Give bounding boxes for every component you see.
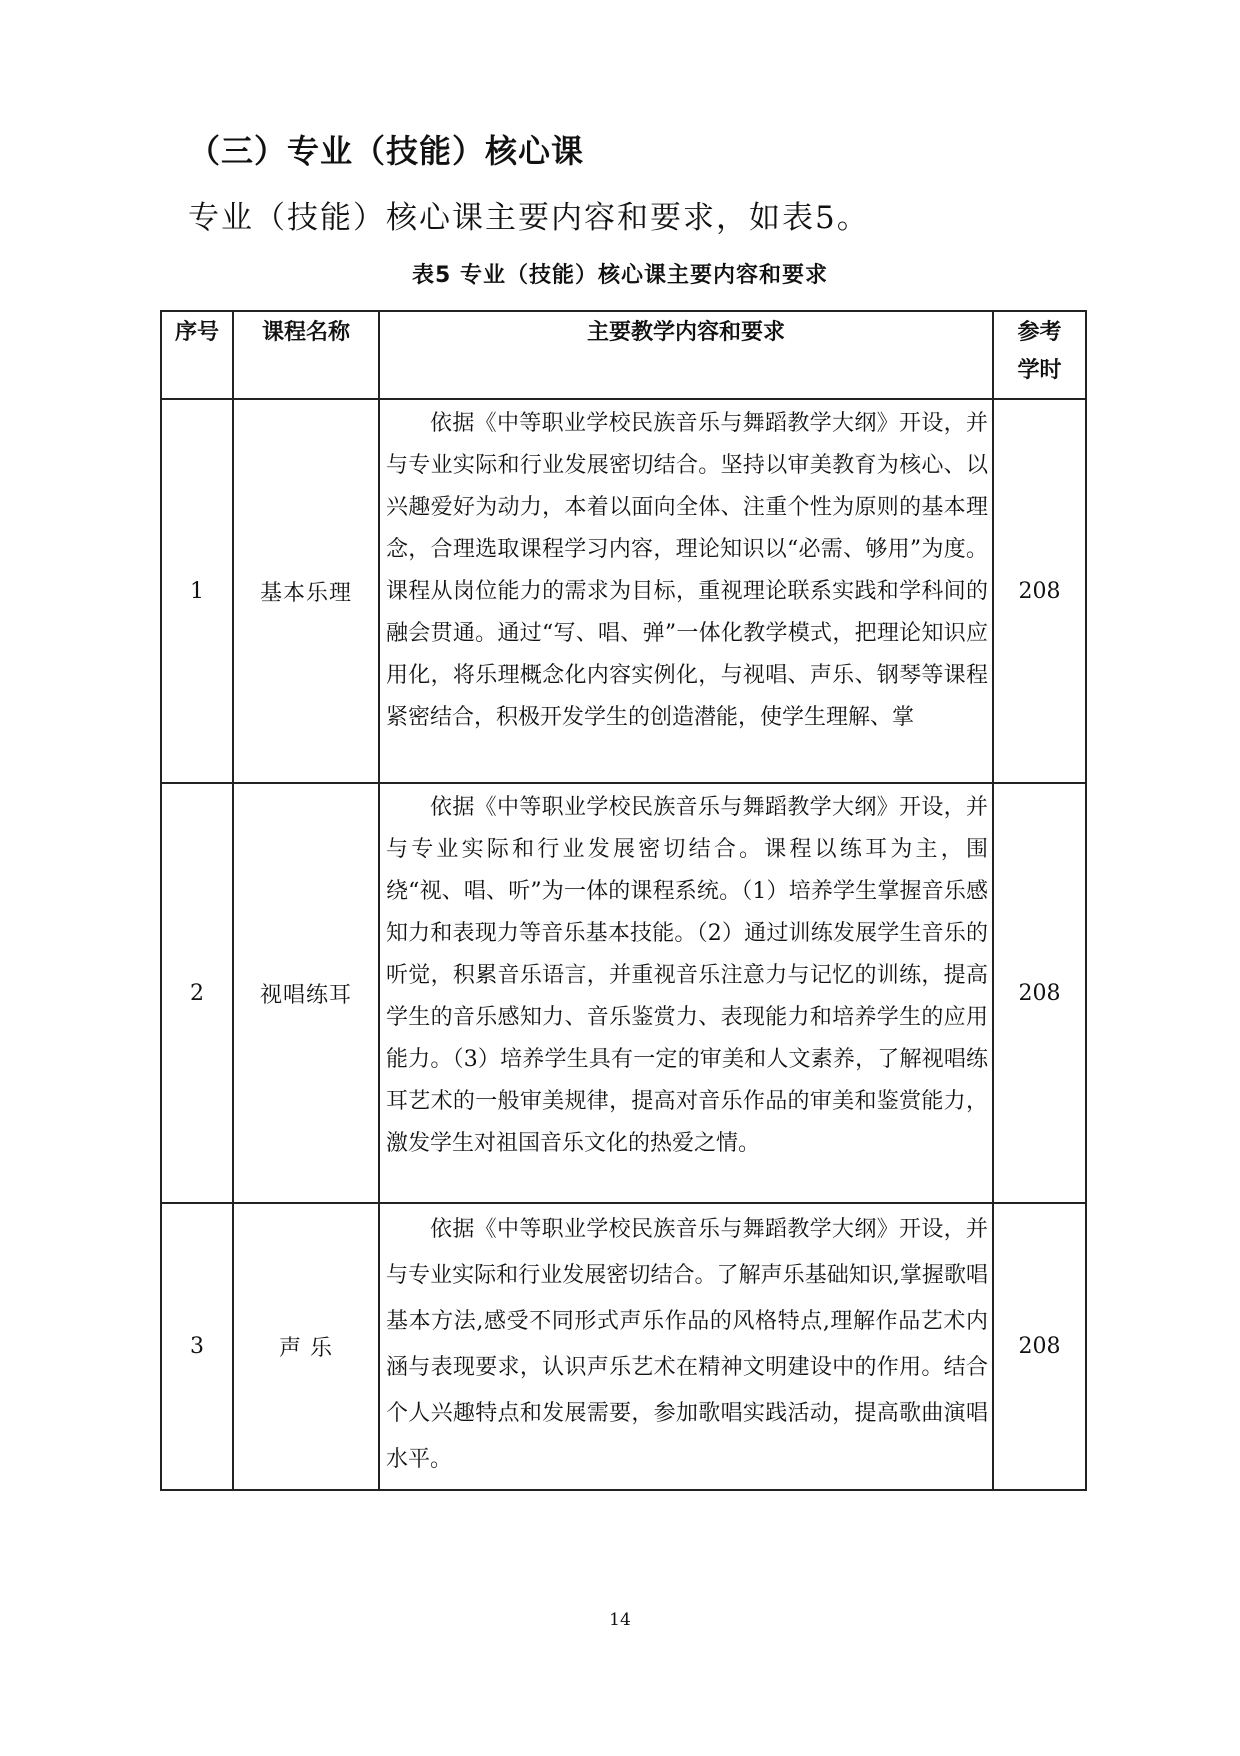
row-no: 3 (161, 1203, 233, 1490)
row-content: 依据《中等职业学校民族音乐与舞蹈教学大纲》开设，并与专业实际和行业发展密切结合。坚持以审美教育为核心、以兴趣爱好为动力，本着以面向全体、注重个性为原则的基本理念，合理选取课程学习内容，理论知识以“必需、够用”为度。课程从岗位能力的需求为目标，重视理论联系实践和学科间的融会贯通。通过“写、唱、弹”一体化教学模式，把理论知识应用化，将乐理概念化内容实例化，与视唱、声乐、钢琴等课程紧密结合，积极开发学生的创造潜能，使学生理解、掌 (386, 411, 988, 730)
row-content: 依据《中等职业学校民族音乐与舞蹈教学大纲》开设，并与专业实际和行业发展密切结合。了解声乐基础知识,掌握歌唱基本方法,感受不同形式声乐作品的风格特点,理解作品艺术内涵与表现要求，认识声乐艺术在精神文明建设中的作用。结合个人兴趣特点和发展需要，参加歌唱实践活动，提高歌曲演唱水平。 (386, 1217, 988, 1472)
header-course-name: 课程名称 (233, 311, 379, 399)
row-course-name: 声 乐 (233, 1203, 379, 1490)
page-number: 14 (609, 1610, 631, 1630)
row-no: 1 (161, 399, 233, 783)
row-content-clip (380, 400, 992, 782)
header-content: 主要教学内容和要求 (379, 311, 993, 399)
row-content: 依据《中等职业学校民族音乐与舞蹈教学大纲》开设，并与专业实际和行业发展密切结合。课程以练耳为主，围绕“视、唱、听”为一体的课程系统。（1）培养学生掌握音乐感知力和表现力等音乐基本技能。（2）通过训练发展学生音乐的听觉，积累音乐语言，并重视音乐注意力与记忆的训练，提高学生的音乐感知力、音乐鉴赏力、表现能力和培养学生的应用能力。（3）培养学生具有一定的审美和人文素养，了解视唱练耳艺术的一般审美规律，提高对音乐作品的审美和鉴赏能力，激发学生对祖国音乐文化的热爱之情。 (386, 795, 988, 1156)
row-content-cell (379, 399, 993, 783)
table-row (161, 783, 1086, 1203)
header-hours-label: 参考学时 (1017, 320, 1062, 383)
row-course-name: 基本乐理 (233, 399, 379, 783)
row-content-clip (380, 1204, 992, 1489)
row-hours: 208 (993, 1203, 1086, 1490)
table-row (161, 399, 1086, 783)
header-no: 序号 (161, 311, 233, 399)
table-header-row (161, 311, 1086, 399)
table-caption: 表5 专业（技能）核心课主要内容和要求 (412, 263, 828, 288)
row-content-cell (379, 783, 993, 1203)
row-course-name: 视唱练耳 (233, 783, 379, 1203)
course-table (160, 310, 1087, 1491)
table-row (161, 1203, 1086, 1490)
section-heading: （三）专业（技能）核心课 (188, 132, 585, 170)
row-content-cell (379, 1203, 993, 1490)
row-no: 2 (161, 783, 233, 1203)
row-hours: 208 (993, 399, 1086, 783)
header-hours (993, 311, 1086, 399)
row-content-clip (380, 784, 992, 1202)
row-hours: 208 (993, 783, 1086, 1203)
intro-paragraph: 专业（技能）核心课主要内容和要求，如表5。 (188, 200, 870, 236)
